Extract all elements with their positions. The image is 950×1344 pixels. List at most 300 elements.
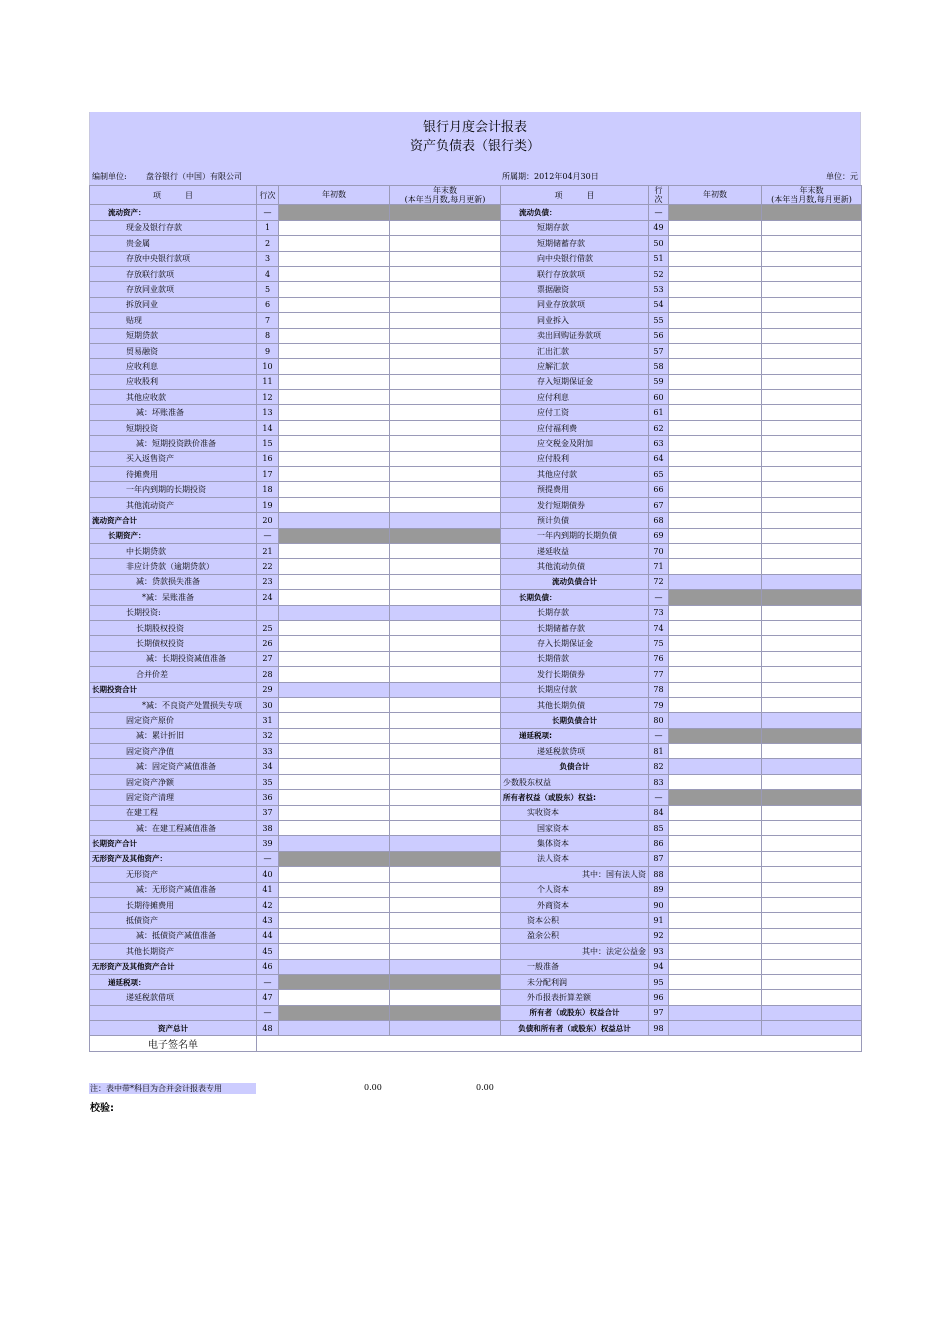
left-begin-value[interactable]: [279, 359, 390, 374]
table-row: [90, 359, 862, 374]
right-begin-value[interactable]: [669, 759, 762, 774]
left-begin-value[interactable]: [279, 897, 390, 912]
left-begin-value[interactable]: [279, 297, 390, 312]
left-item-label: 减：固定资产减值准备: [90, 759, 257, 774]
right-end-value[interactable]: [762, 697, 862, 712]
left-item-label: 短期贷款: [90, 328, 257, 343]
right-end-value[interactable]: [762, 482, 862, 497]
left-begin-value[interactable]: [279, 651, 390, 666]
right-begin-value[interactable]: [669, 590, 762, 605]
right-begin-value[interactable]: [669, 1005, 762, 1020]
left-begin-value[interactable]: [279, 467, 390, 482]
right-begin-value[interactable]: [669, 328, 762, 343]
right-begin-value[interactable]: [669, 266, 762, 281]
left-end-value[interactable]: [390, 482, 501, 497]
left-begin-value[interactable]: [279, 236, 390, 251]
left-begin-value[interactable]: [279, 790, 390, 805]
table-row: [90, 251, 862, 266]
header-item-right: 项 目: [501, 186, 649, 205]
right-begin-value[interactable]: [669, 420, 762, 435]
table-row: [90, 313, 862, 328]
right-end-value[interactable]: [762, 636, 862, 651]
right-begin-value[interactable]: [669, 543, 762, 558]
right-item-label: 外币报表折算差额: [501, 990, 649, 1005]
left-item-label: 短期投资: [90, 420, 257, 435]
left-begin-value[interactable]: [279, 251, 390, 266]
table-row: [90, 282, 862, 297]
right-end-value[interactable]: [762, 266, 862, 281]
right-end-value[interactable]: [762, 913, 862, 928]
right-end-value[interactable]: [762, 959, 862, 974]
right-begin-value[interactable]: [669, 513, 762, 528]
left-line-number: 19: [257, 497, 279, 512]
right-begin-value[interactable]: [669, 451, 762, 466]
left-begin-value[interactable]: [279, 636, 390, 651]
right-line-number: 74: [649, 620, 669, 635]
left-begin-value[interactable]: [279, 836, 390, 851]
left-begin-value[interactable]: [279, 959, 390, 974]
left-end-value[interactable]: [390, 774, 501, 789]
left-end-value[interactable]: [390, 497, 501, 512]
right-end-value[interactable]: [762, 420, 862, 435]
right-begin-value[interactable]: [669, 297, 762, 312]
left-end-value[interactable]: [390, 1021, 501, 1036]
header-end-note: (本年当月数,每月更新): [404, 195, 486, 205]
right-end-value[interactable]: [762, 497, 862, 512]
right-end-value[interactable]: [762, 713, 862, 728]
left-begin-value[interactable]: [279, 944, 390, 959]
left-end-value[interactable]: [390, 790, 501, 805]
right-begin-value[interactable]: [669, 744, 762, 759]
right-begin-value[interactable]: [669, 990, 762, 1005]
left-end-value[interactable]: [390, 836, 501, 851]
left-begin-value[interactable]: [279, 697, 390, 712]
right-line-number: 95: [649, 974, 669, 989]
right-line-number: 52: [649, 266, 669, 281]
right-line-number: 66: [649, 482, 669, 497]
right-line-number: 61: [649, 405, 669, 420]
left-begin-value[interactable]: [279, 390, 390, 405]
left-line-number: 1: [257, 220, 279, 235]
right-end-value[interactable]: [762, 405, 862, 420]
right-end-value[interactable]: [762, 851, 862, 866]
right-begin-value[interactable]: [669, 605, 762, 620]
table-row: [90, 667, 862, 682]
right-begin-value[interactable]: [669, 682, 762, 697]
right-end-value[interactable]: [762, 513, 862, 528]
right-begin-value[interactable]: [669, 790, 762, 805]
left-begin-value[interactable]: [279, 328, 390, 343]
right-begin-value[interactable]: [669, 282, 762, 297]
right-begin-value[interactable]: [669, 359, 762, 374]
left-end-value[interactable]: [390, 636, 501, 651]
left-end-value[interactable]: [390, 682, 501, 697]
right-item-label: 汇出汇款: [501, 343, 649, 358]
right-begin-value[interactable]: [669, 251, 762, 266]
right-begin-value[interactable]: [669, 697, 762, 712]
right-end-value[interactable]: [762, 543, 862, 558]
right-line-number: 56: [649, 328, 669, 343]
left-begin-value[interactable]: [279, 605, 390, 620]
right-begin-value[interactable]: [669, 343, 762, 358]
right-begin-value[interactable]: [669, 636, 762, 651]
right-begin-value[interactable]: [669, 574, 762, 589]
right-begin-value[interactable]: [669, 882, 762, 897]
left-line-number: 36: [257, 790, 279, 805]
left-end-value[interactable]: [390, 913, 501, 928]
left-begin-value[interactable]: [279, 513, 390, 528]
left-item-label: 无形资产及其他资产：: [90, 851, 257, 866]
left-begin-value[interactable]: [279, 266, 390, 281]
right-end-value[interactable]: [762, 528, 862, 543]
right-begin-value[interactable]: [669, 944, 762, 959]
right-end-value[interactable]: [762, 374, 862, 389]
left-end-value[interactable]: [390, 667, 501, 682]
left-end-value[interactable]: [390, 297, 501, 312]
left-end-value[interactable]: [390, 390, 501, 405]
right-end-value[interactable]: [762, 928, 862, 943]
left-item-label: 固定资产清理: [90, 790, 257, 805]
left-line-number: 35: [257, 774, 279, 789]
right-begin-value[interactable]: [669, 497, 762, 512]
left-begin-value[interactable]: [279, 851, 390, 866]
left-begin-value[interactable]: [279, 990, 390, 1005]
currency: 单位：元: [826, 172, 858, 181]
right-end-value[interactable]: [762, 1005, 862, 1020]
left-end-value[interactable]: [390, 436, 501, 451]
left-end-value[interactable]: [390, 974, 501, 989]
right-end-value[interactable]: [762, 205, 862, 220]
left-end-value[interactable]: [390, 574, 501, 589]
right-item-label: 负债和所有者（或股东）权益总计: [501, 1021, 649, 1036]
right-end-value[interactable]: [762, 220, 862, 235]
right-item-label: 其中：国有法人资: [501, 867, 649, 882]
right-begin-value[interactable]: [669, 1021, 762, 1036]
right-end-value[interactable]: [762, 236, 862, 251]
right-end-value[interactable]: [762, 728, 862, 743]
right-begin-value[interactable]: [669, 974, 762, 989]
right-end-value[interactable]: [762, 297, 862, 312]
right-line-number: 68: [649, 513, 669, 528]
left-line-number: 3: [257, 251, 279, 266]
left-end-value[interactable]: [390, 205, 501, 220]
right-line-number: 80: [649, 713, 669, 728]
left-begin-value[interactable]: [279, 1005, 390, 1020]
right-end-value[interactable]: [762, 451, 862, 466]
right-begin-value[interactable]: [669, 528, 762, 543]
left-item-label: 长期投资合计: [90, 682, 257, 697]
right-item-label: 少数股东权益: [501, 774, 649, 789]
left-begin-value[interactable]: [279, 682, 390, 697]
left-end-value[interactable]: [390, 651, 501, 666]
right-end-value[interactable]: [762, 867, 862, 882]
right-end-value[interactable]: [762, 328, 862, 343]
right-end-value[interactable]: [762, 790, 862, 805]
right-end-value[interactable]: [762, 651, 862, 666]
left-begin-value[interactable]: [279, 451, 390, 466]
left-end-value[interactable]: [390, 620, 501, 635]
left-begin-value[interactable]: [279, 374, 390, 389]
left-end-value[interactable]: [390, 220, 501, 235]
left-begin-value[interactable]: [279, 528, 390, 543]
left-end-value[interactable]: [390, 805, 501, 820]
right-end-value[interactable]: [762, 882, 862, 897]
right-end-value[interactable]: [762, 744, 862, 759]
left-end-value[interactable]: [390, 251, 501, 266]
right-item-label: 一般准备: [501, 959, 649, 974]
left-end-value[interactable]: [390, 313, 501, 328]
left-begin-value[interactable]: [279, 805, 390, 820]
left-begin-value[interactable]: [279, 759, 390, 774]
right-line-number: 55: [649, 313, 669, 328]
right-begin-value[interactable]: [669, 220, 762, 235]
left-begin-value[interactable]: [279, 928, 390, 943]
left-end-value[interactable]: [390, 467, 501, 482]
header-item: 项 目: [90, 186, 257, 205]
right-end-value[interactable]: [762, 774, 862, 789]
left-end-value[interactable]: [390, 559, 501, 574]
unit-label: 编制单位:: [92, 172, 127, 181]
left-end-value[interactable]: [390, 759, 501, 774]
right-end-value[interactable]: [762, 390, 862, 405]
left-end-value[interactable]: [390, 851, 501, 866]
right-end-value[interactable]: [762, 974, 862, 989]
right-begin-value[interactable]: [669, 482, 762, 497]
left-end-value[interactable]: [390, 328, 501, 343]
right-end-value[interactable]: [762, 359, 862, 374]
table-row: [90, 236, 862, 251]
right-end-value[interactable]: [762, 436, 862, 451]
right-end-value[interactable]: [762, 667, 862, 682]
left-begin-value[interactable]: [279, 667, 390, 682]
right-begin-value[interactable]: [669, 851, 762, 866]
left-begin-value[interactable]: [279, 821, 390, 836]
right-line-number: 87: [649, 851, 669, 866]
right-line-number: —: [649, 590, 669, 605]
table-row: [90, 328, 862, 343]
left-line-number: 28: [257, 667, 279, 682]
right-item-label: 向中央银行借款: [501, 251, 649, 266]
check-label: 校验:: [90, 1103, 114, 1114]
left-begin-value[interactable]: [279, 282, 390, 297]
header-line-right-b: 次: [654, 195, 663, 205]
table-row: [90, 497, 862, 512]
header-end-right-note: (本年当月数,每月更新): [771, 195, 852, 205]
right-end-value[interactable]: [762, 897, 862, 912]
header-line-right: [649, 186, 669, 205]
right-end-value[interactable]: [762, 836, 862, 851]
left-end-value[interactable]: [390, 605, 501, 620]
table-row: [90, 266, 862, 281]
right-begin-value[interactable]: [669, 897, 762, 912]
left-end-value[interactable]: [390, 282, 501, 297]
left-begin-value[interactable]: [279, 882, 390, 897]
right-end-value[interactable]: [762, 605, 862, 620]
left-end-value[interactable]: [390, 420, 501, 435]
right-item-label: 应付利息: [501, 390, 649, 405]
left-end-value[interactable]: [390, 374, 501, 389]
left-begin-value[interactable]: [279, 713, 390, 728]
left-begin-value[interactable]: [279, 420, 390, 435]
right-end-value[interactable]: [762, 990, 862, 1005]
right-begin-value[interactable]: [669, 620, 762, 635]
left-begin-value[interactable]: [279, 974, 390, 989]
left-end-value[interactable]: [390, 451, 501, 466]
table-row: [90, 974, 862, 989]
right-begin-value[interactable]: [669, 559, 762, 574]
left-begin-value[interactable]: [279, 559, 390, 574]
check-value-1: 0.00: [364, 1083, 382, 1092]
right-end-value[interactable]: [762, 1021, 862, 1036]
right-begin-value[interactable]: [669, 667, 762, 682]
right-item-label: 其中：法定公益金: [501, 944, 649, 959]
right-begin-value[interactable]: [669, 728, 762, 743]
left-begin-value[interactable]: [279, 728, 390, 743]
header-line: 行次: [257, 186, 279, 205]
left-item-label: 固定资产净额: [90, 774, 257, 789]
right-begin-value[interactable]: [669, 436, 762, 451]
left-end-value[interactable]: [390, 990, 501, 1005]
right-begin-value[interactable]: [669, 928, 762, 943]
left-end-value[interactable]: [390, 590, 501, 605]
right-begin-value[interactable]: [669, 959, 762, 974]
left-end-value[interactable]: [390, 236, 501, 251]
left-line-number: 25: [257, 620, 279, 635]
right-line-number: 72: [649, 574, 669, 589]
unit-value: 盘谷银行（中国）有限公司: [146, 172, 242, 181]
left-end-value[interactable]: [390, 959, 501, 974]
left-end-value[interactable]: [390, 1005, 501, 1020]
right-begin-value[interactable]: [669, 651, 762, 666]
left-begin-value[interactable]: [279, 913, 390, 928]
left-begin-value[interactable]: [279, 744, 390, 759]
signature-area[interactable]: [257, 1036, 862, 1052]
left-end-value[interactable]: [390, 343, 501, 358]
right-item-label: 短期存款: [501, 220, 649, 235]
right-end-value[interactable]: [762, 805, 862, 820]
left-item-label: 长期投资:: [90, 605, 257, 620]
left-end-value[interactable]: [390, 867, 501, 882]
right-item-label: 其他长期负债: [501, 697, 649, 712]
right-line-number: 83: [649, 774, 669, 789]
right-begin-value[interactable]: [669, 405, 762, 420]
right-end-value[interactable]: [762, 682, 862, 697]
right-line-number: 98: [649, 1021, 669, 1036]
left-line-number: 2: [257, 236, 279, 251]
left-end-value[interactable]: [390, 266, 501, 281]
right-end-value[interactable]: [762, 821, 862, 836]
right-end-value[interactable]: [762, 313, 862, 328]
left-end-value[interactable]: [390, 944, 501, 959]
left-end-value[interactable]: [390, 713, 501, 728]
right-end-value[interactable]: [762, 343, 862, 358]
right-end-value[interactable]: [762, 620, 862, 635]
left-begin-value[interactable]: [279, 313, 390, 328]
table-row: [90, 590, 862, 605]
left-end-value[interactable]: [390, 528, 501, 543]
left-begin-value[interactable]: [279, 620, 390, 635]
right-end-value[interactable]: [762, 559, 862, 574]
right-begin-value[interactable]: [669, 205, 762, 220]
left-begin-value[interactable]: [279, 774, 390, 789]
period: 所属期：2012年04月30日: [502, 172, 599, 181]
right-end-value[interactable]: [762, 251, 862, 266]
left-line-number: 38: [257, 821, 279, 836]
left-end-value[interactable]: [390, 744, 501, 759]
right-begin-value[interactable]: [669, 374, 762, 389]
left-begin-value[interactable]: [279, 482, 390, 497]
left-item-label: 存放同业款项: [90, 282, 257, 297]
right-begin-value[interactable]: [669, 805, 762, 820]
right-begin-value[interactable]: [669, 390, 762, 405]
left-item-label: 应收股利: [90, 374, 257, 389]
right-line-number: 77: [649, 667, 669, 682]
right-begin-value[interactable]: [669, 836, 762, 851]
right-line-number: 53: [649, 282, 669, 297]
left-end-value[interactable]: [390, 543, 501, 558]
right-item-label: 法人资本: [501, 851, 649, 866]
left-item-label: 资产总计: [90, 1021, 257, 1036]
left-item-label: 减：在建工程减值准备: [90, 821, 257, 836]
left-end-value[interactable]: [390, 513, 501, 528]
right-end-value[interactable]: [762, 574, 862, 589]
left-end-value[interactable]: [390, 882, 501, 897]
left-begin-value[interactable]: [279, 497, 390, 512]
right-line-number: 79: [649, 697, 669, 712]
right-line-number: 64: [649, 451, 669, 466]
right-begin-value[interactable]: [669, 774, 762, 789]
right-item-label: 发行长期债券: [501, 667, 649, 682]
left-end-value[interactable]: [390, 697, 501, 712]
right-begin-value[interactable]: [669, 913, 762, 928]
left-begin-value[interactable]: [279, 1021, 390, 1036]
table-row: [90, 528, 862, 543]
left-end-value[interactable]: [390, 821, 501, 836]
left-item-label: 应收利息: [90, 359, 257, 374]
left-end-value[interactable]: [390, 405, 501, 420]
left-item-label: 存放联行款项: [90, 266, 257, 281]
right-end-value[interactable]: [762, 759, 862, 774]
left-begin-value[interactable]: [279, 220, 390, 235]
left-begin-value[interactable]: [279, 590, 390, 605]
right-end-value[interactable]: [762, 282, 862, 297]
right-begin-value[interactable]: [669, 467, 762, 482]
right-line-number: 75: [649, 636, 669, 651]
right-begin-value[interactable]: [669, 713, 762, 728]
left-begin-value[interactable]: [279, 543, 390, 558]
left-end-value[interactable]: [390, 359, 501, 374]
right-line-number: 73: [649, 605, 669, 620]
right-end-value[interactable]: [762, 467, 862, 482]
right-begin-value[interactable]: [669, 821, 762, 836]
left-begin-value[interactable]: [279, 405, 390, 420]
right-begin-value[interactable]: [669, 313, 762, 328]
left-end-value[interactable]: [390, 897, 501, 912]
right-line-number: 62: [649, 420, 669, 435]
left-begin-value[interactable]: [279, 343, 390, 358]
left-begin-value[interactable]: [279, 867, 390, 882]
left-begin-value[interactable]: [279, 205, 390, 220]
right-begin-value[interactable]: [669, 236, 762, 251]
right-end-value[interactable]: [762, 590, 862, 605]
left-end-value[interactable]: [390, 928, 501, 943]
left-end-value[interactable]: [390, 728, 501, 743]
right-begin-value[interactable]: [669, 867, 762, 882]
left-begin-value[interactable]: [279, 436, 390, 451]
left-begin-value[interactable]: [279, 574, 390, 589]
table-row: [90, 867, 862, 882]
right-end-value[interactable]: [762, 944, 862, 959]
